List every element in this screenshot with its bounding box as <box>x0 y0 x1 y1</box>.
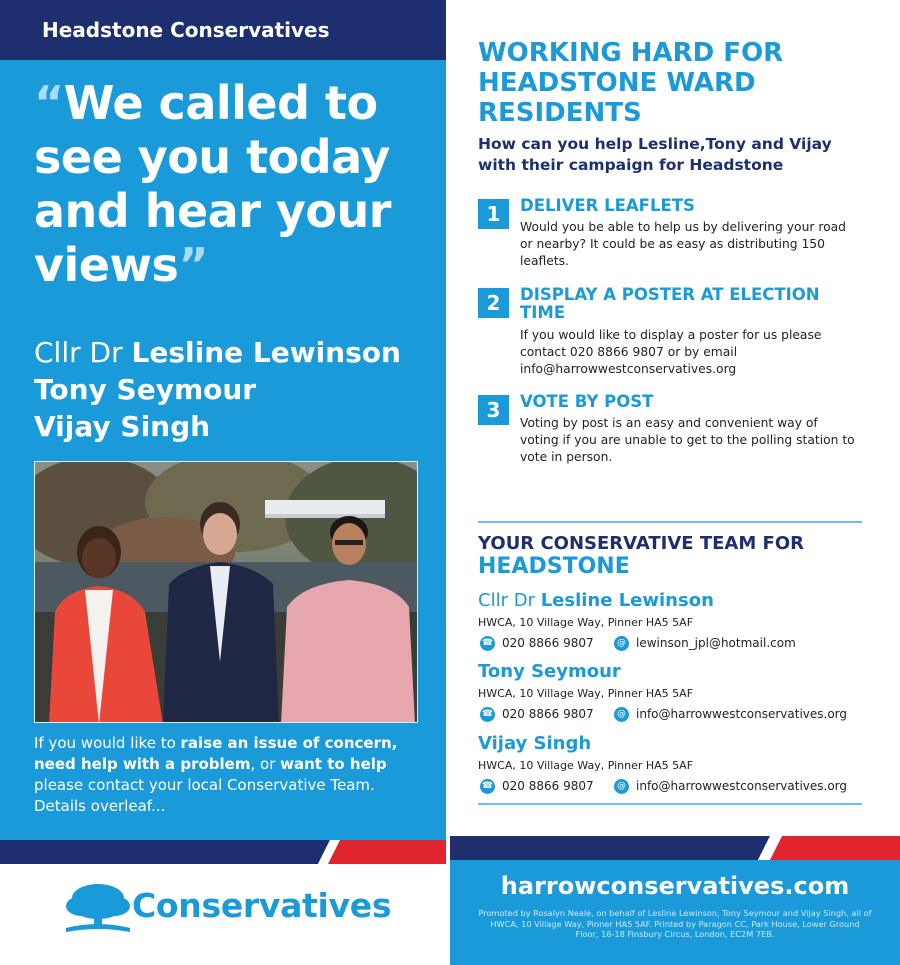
member-contact-row <box>478 633 868 655</box>
member-email: lewinson_jpl@hotmail.com <box>636 636 796 650</box>
step-heading: DELIVER LEAFLETS <box>520 196 695 215</box>
back-headline: WORKING HARD FOR HEADSTONE WARD RESIDENTS <box>478 38 784 128</box>
member-name-bold: Lesline Lewinson <box>540 590 714 611</box>
team-heading <box>478 532 868 578</box>
website-link[interactable]: harrowconservatives.com <box>500 872 850 900</box>
member-phone: 020 8866 9807 <box>502 707 594 721</box>
email-icon: @ <box>614 779 629 794</box>
step-number-badge: 1 <box>478 199 509 229</box>
header-brand: Headstone Conservatives <box>42 18 330 42</box>
member-address: HWCA, 10 Village Way, Pinner HA5 5AF <box>478 616 694 629</box>
member-contact-row <box>478 704 868 726</box>
divider-top <box>478 521 862 523</box>
contact-bold-1: raise an issue of concern, need help with a problem <box>34 734 398 773</box>
step-number-badge: 2 <box>478 288 509 318</box>
contact-bold-2: want to help <box>280 755 387 773</box>
member-name <box>478 733 868 755</box>
step-body: Would you be able to help us by delivering your road or nearby? It could be as easy as distributing 150 leaflets. <box>520 220 846 268</box>
divider-bottom <box>478 803 862 805</box>
close-quote-mark: ” <box>178 238 209 292</box>
candidate-1-name: Lesline Lewinson <box>131 336 401 369</box>
candidates-photo-illustration <box>35 462 418 723</box>
step-heading: DISPLAY A POSTER AT ELECTION TIME <box>520 285 820 322</box>
back-subheading: How can you help Lesline,Tony and Vijay with their campaign for Headstone <box>478 135 832 174</box>
leaflet-front-panel <box>0 0 446 965</box>
member-address: HWCA, 10 Village Way, Pinner HA5 5AF <box>478 759 694 772</box>
contact-text-1: If you would like to <box>34 734 181 752</box>
headline-quote <box>34 76 434 292</box>
flag-stripe-right <box>450 836 900 860</box>
contact-text-3: please contact your local Conservative Team. Details overleaf... <box>34 776 375 815</box>
member-address: HWCA, 10 Village Way, Pinner HA5 5AF <box>478 687 694 700</box>
logo-wordmark: Conservatives <box>132 886 392 925</box>
contact-text-2: , or <box>250 755 281 773</box>
email-icon: @ <box>614 636 629 651</box>
team-member-singh <box>478 733 868 798</box>
candidate-3-name: Vijay Singh <box>34 410 211 443</box>
phone-icon: ☎ <box>480 779 495 794</box>
member-prefix: Cllr Dr <box>478 590 541 611</box>
member-name-bold: Tony Seymour <box>478 661 621 682</box>
step-heading: VOTE BY POST <box>520 392 654 411</box>
member-email: info@harrowwestconservatives.org <box>636 779 848 793</box>
team-member-seymour <box>478 661 868 726</box>
quote-text: We called to see you today and hear your views <box>34 76 391 292</box>
member-contact-row <box>478 776 868 798</box>
header-bar <box>0 0 446 60</box>
open-quote-mark: “ <box>34 76 64 130</box>
tree-logo-icon <box>64 876 134 936</box>
candidate-2-name: Tony Seymour <box>34 373 257 406</box>
member-phone: 020 8866 9807 <box>502 636 594 650</box>
team-member-lewinson <box>478 590 868 655</box>
step-body: Voting by post is an easy and convenient way of voting if you are unable to get to the polling station to vote in person. <box>520 416 855 464</box>
email-icon: @ <box>614 707 629 722</box>
flag-stripe-left <box>0 840 446 864</box>
team-heading-line1: YOUR CONSERVATIVE TEAM FOR <box>478 533 804 554</box>
candidate-1-prefix: Cllr Dr <box>34 336 132 369</box>
member-email: info@harrowwestconservatives.org <box>636 707 848 721</box>
member-name-bold: Vijay Singh <box>478 733 592 754</box>
candidates-photo <box>34 461 418 723</box>
candidate-names <box>34 334 401 445</box>
phone-icon: ☎ <box>480 636 495 651</box>
member-phone: 020 8866 9807 <box>502 779 594 793</box>
step-number-badge: 3 <box>478 395 509 425</box>
phone-icon: ☎ <box>480 707 495 722</box>
team-heading-line2: HEADSTONE <box>478 554 630 579</box>
contact-invitation <box>34 733 424 817</box>
member-name <box>478 590 868 612</box>
member-name <box>478 661 868 683</box>
imprint-text: Promoted by Rosalyn Neale, on behalf of Lesline Lewinson, Tony Seymour and Vijay Singh, all of HWCA, 10 Village Way, Pinner HA5 5AF. Printed by Paragon CC, Park House, Lower Ground Floor, 16-18 Finsbury Circus, London, EC2M 7EB. <box>478 908 872 939</box>
step-body: If you would like to display a poster for us please contact 020 8866 9807 or by email info@harrowwestconservatives.org <box>520 328 822 376</box>
